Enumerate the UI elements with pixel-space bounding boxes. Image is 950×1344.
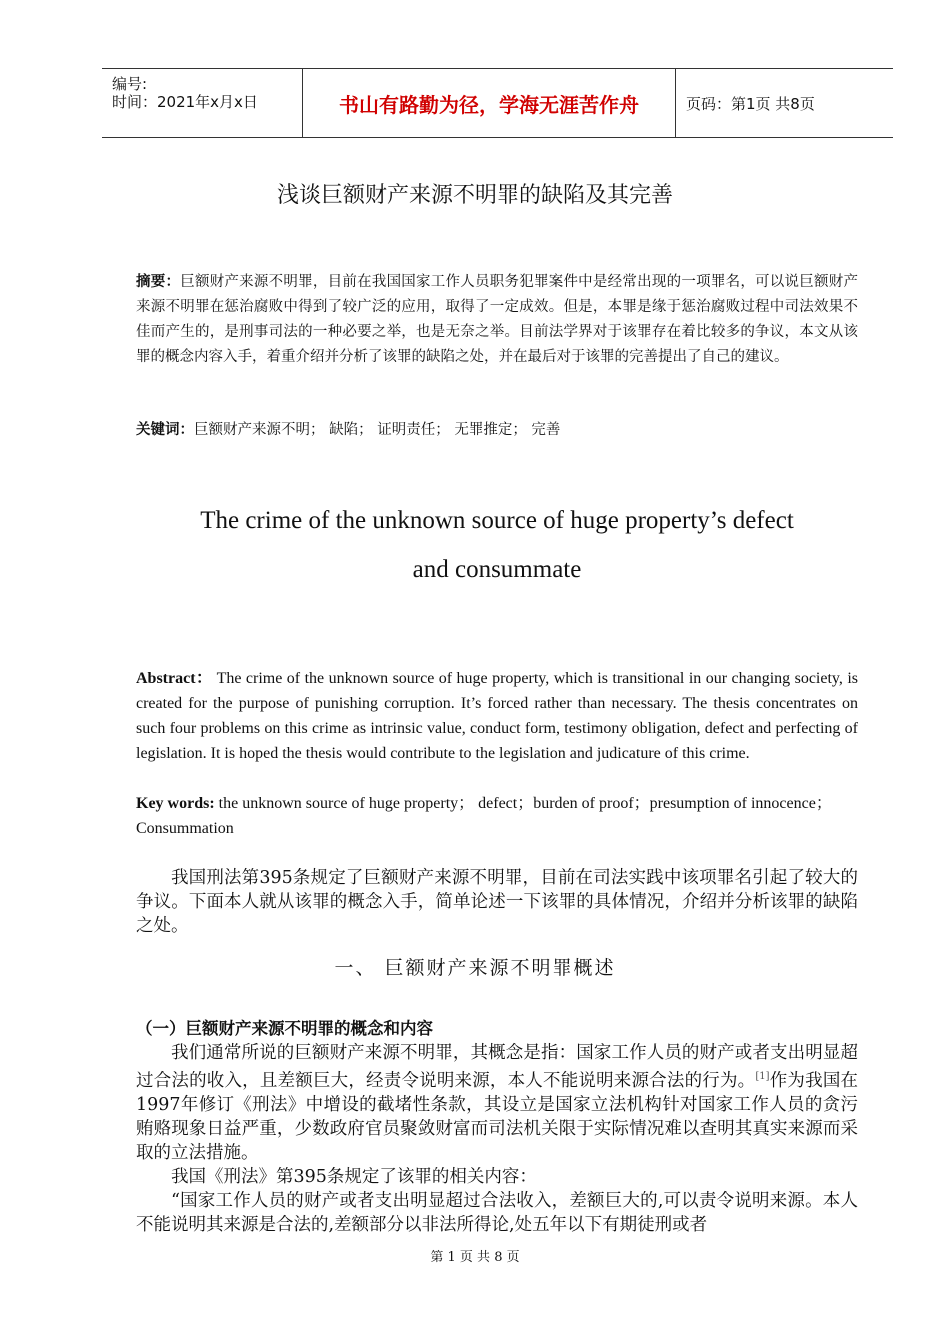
document-time-label: 时间：2021年x月x日 (112, 93, 258, 111)
definition-text: 我们通常所说的巨额财产来源不明罪，其概念是指：国家工作人员的财产或者支出明显超过合法的收入，且差额巨大，经责令说明来源，本人不能说明来源合法的行为。 (136, 1043, 858, 1091)
header-table (102, 68, 893, 138)
keywords-chinese (136, 418, 858, 439)
abstract-en-label: Abstract： (136, 670, 213, 687)
section-heading-1: 一、 巨额财产来源不明罪概述 (334, 957, 616, 979)
keywords-en-text: the unknown source of huge property； defect；burden of proof；presumption of innocence；Consummation (136, 795, 832, 837)
abstract-chinese (136, 270, 858, 370)
abstract-cn-label: 摘要： (136, 274, 181, 290)
title-en-line1: The crime of the unknown source of huge property’s defect (200, 507, 794, 534)
abstract-cn-text: 巨额财产来源不明罪，目前在我国国家工作人员职务犯罪案件中是经常出现的一项罪名，可以说巨额财产来源不明罪在惩治腐败中得到了较广泛的应用，取得了一定成效。但是，本罪是缘于惩治腐败过程中司法效果不佳而产生的，是刑事司法的一种必要之举，也是无奈之举。目前法学界对于该罪存在着比较多的争议，本文从该罪的概念内容入手，着重介绍并分析了该罪的缺陷之处，并在最后对于该罪的完善提出了自己的建议。 (136, 274, 858, 365)
keywords-cn-label: 关键词： (136, 422, 194, 438)
header-left-cell (102, 69, 303, 137)
keywords-en-label: Key words: (136, 795, 215, 812)
body-paragraph-quote: “国家工作人员的财产或者支出明显超过合法收入，差额巨大的,可以责令说明来源。本人不能说明其来源是合法的,差额部分以非法所得论,处五年以下有期徒刑或者 (136, 1190, 858, 1235)
definition-text-cont: 作为我国在1997年修订《刑法》中增设的截堵性条款，其设立是国家立法机构针对国家工作人员的贪污贿赂现象日益严重，少数政府官员聚敛财富而司法机关限于实际情况难以查明其真实来源而采取的立法措施。 (136, 1070, 859, 1163)
page-footer: 第 1 页 共 8 页 (430, 1250, 520, 1265)
title-en-line2: and consummate (412, 556, 582, 583)
body-paragraph-definition (136, 1041, 858, 1165)
abstract-en-text: The crime of the unknown source of huge property, which is transitional in our changing society, is created for the purpose of punishing corruption. It’s forced rather than necessary. The thesis concentrates on such four problems on this crime as intrinsic value, conduct form, testimony obligation, defect and perfecting of legislation. It is hoped the thesis would contribute to the legislation and judicature of this crime. (136, 670, 858, 762)
body-paragraph-intro: 我国刑法第395条规定了巨额财产来源不明罪，目前在司法实践中该项罪名引起了较大的争议。下面本人就从该罪的概念入手，简单论述一下该罪的具体情况，介绍并分析该罪的缺陷之处。 (136, 868, 858, 936)
title-chinese: 浅谈巨额财产来源不明罪的缺陷及其完善 (276, 183, 673, 208)
abstract-english (136, 666, 858, 766)
header-motto: 书山有路勤为径，学海无涯苦作舟 (303, 69, 676, 137)
header-page-label: 页码：第1页 共8页 (686, 94, 815, 113)
subsection-heading-1: （一）巨额财产来源不明罪的概念和内容 (136, 1019, 433, 1038)
citation-1: [1] (755, 1071, 770, 1082)
keywords-english (136, 791, 858, 841)
body-section-text (136, 1041, 858, 1237)
body-paragraph-article: 我国《刑法》第395条规定了该罪的相关内容： (171, 1166, 537, 1187)
document-number-label: 编号: (112, 75, 148, 93)
title-english (136, 496, 858, 594)
keywords-cn-text: 巨额财产来源不明； 缺陷； 证明责任； 无罪推定； 完善 (194, 422, 561, 438)
